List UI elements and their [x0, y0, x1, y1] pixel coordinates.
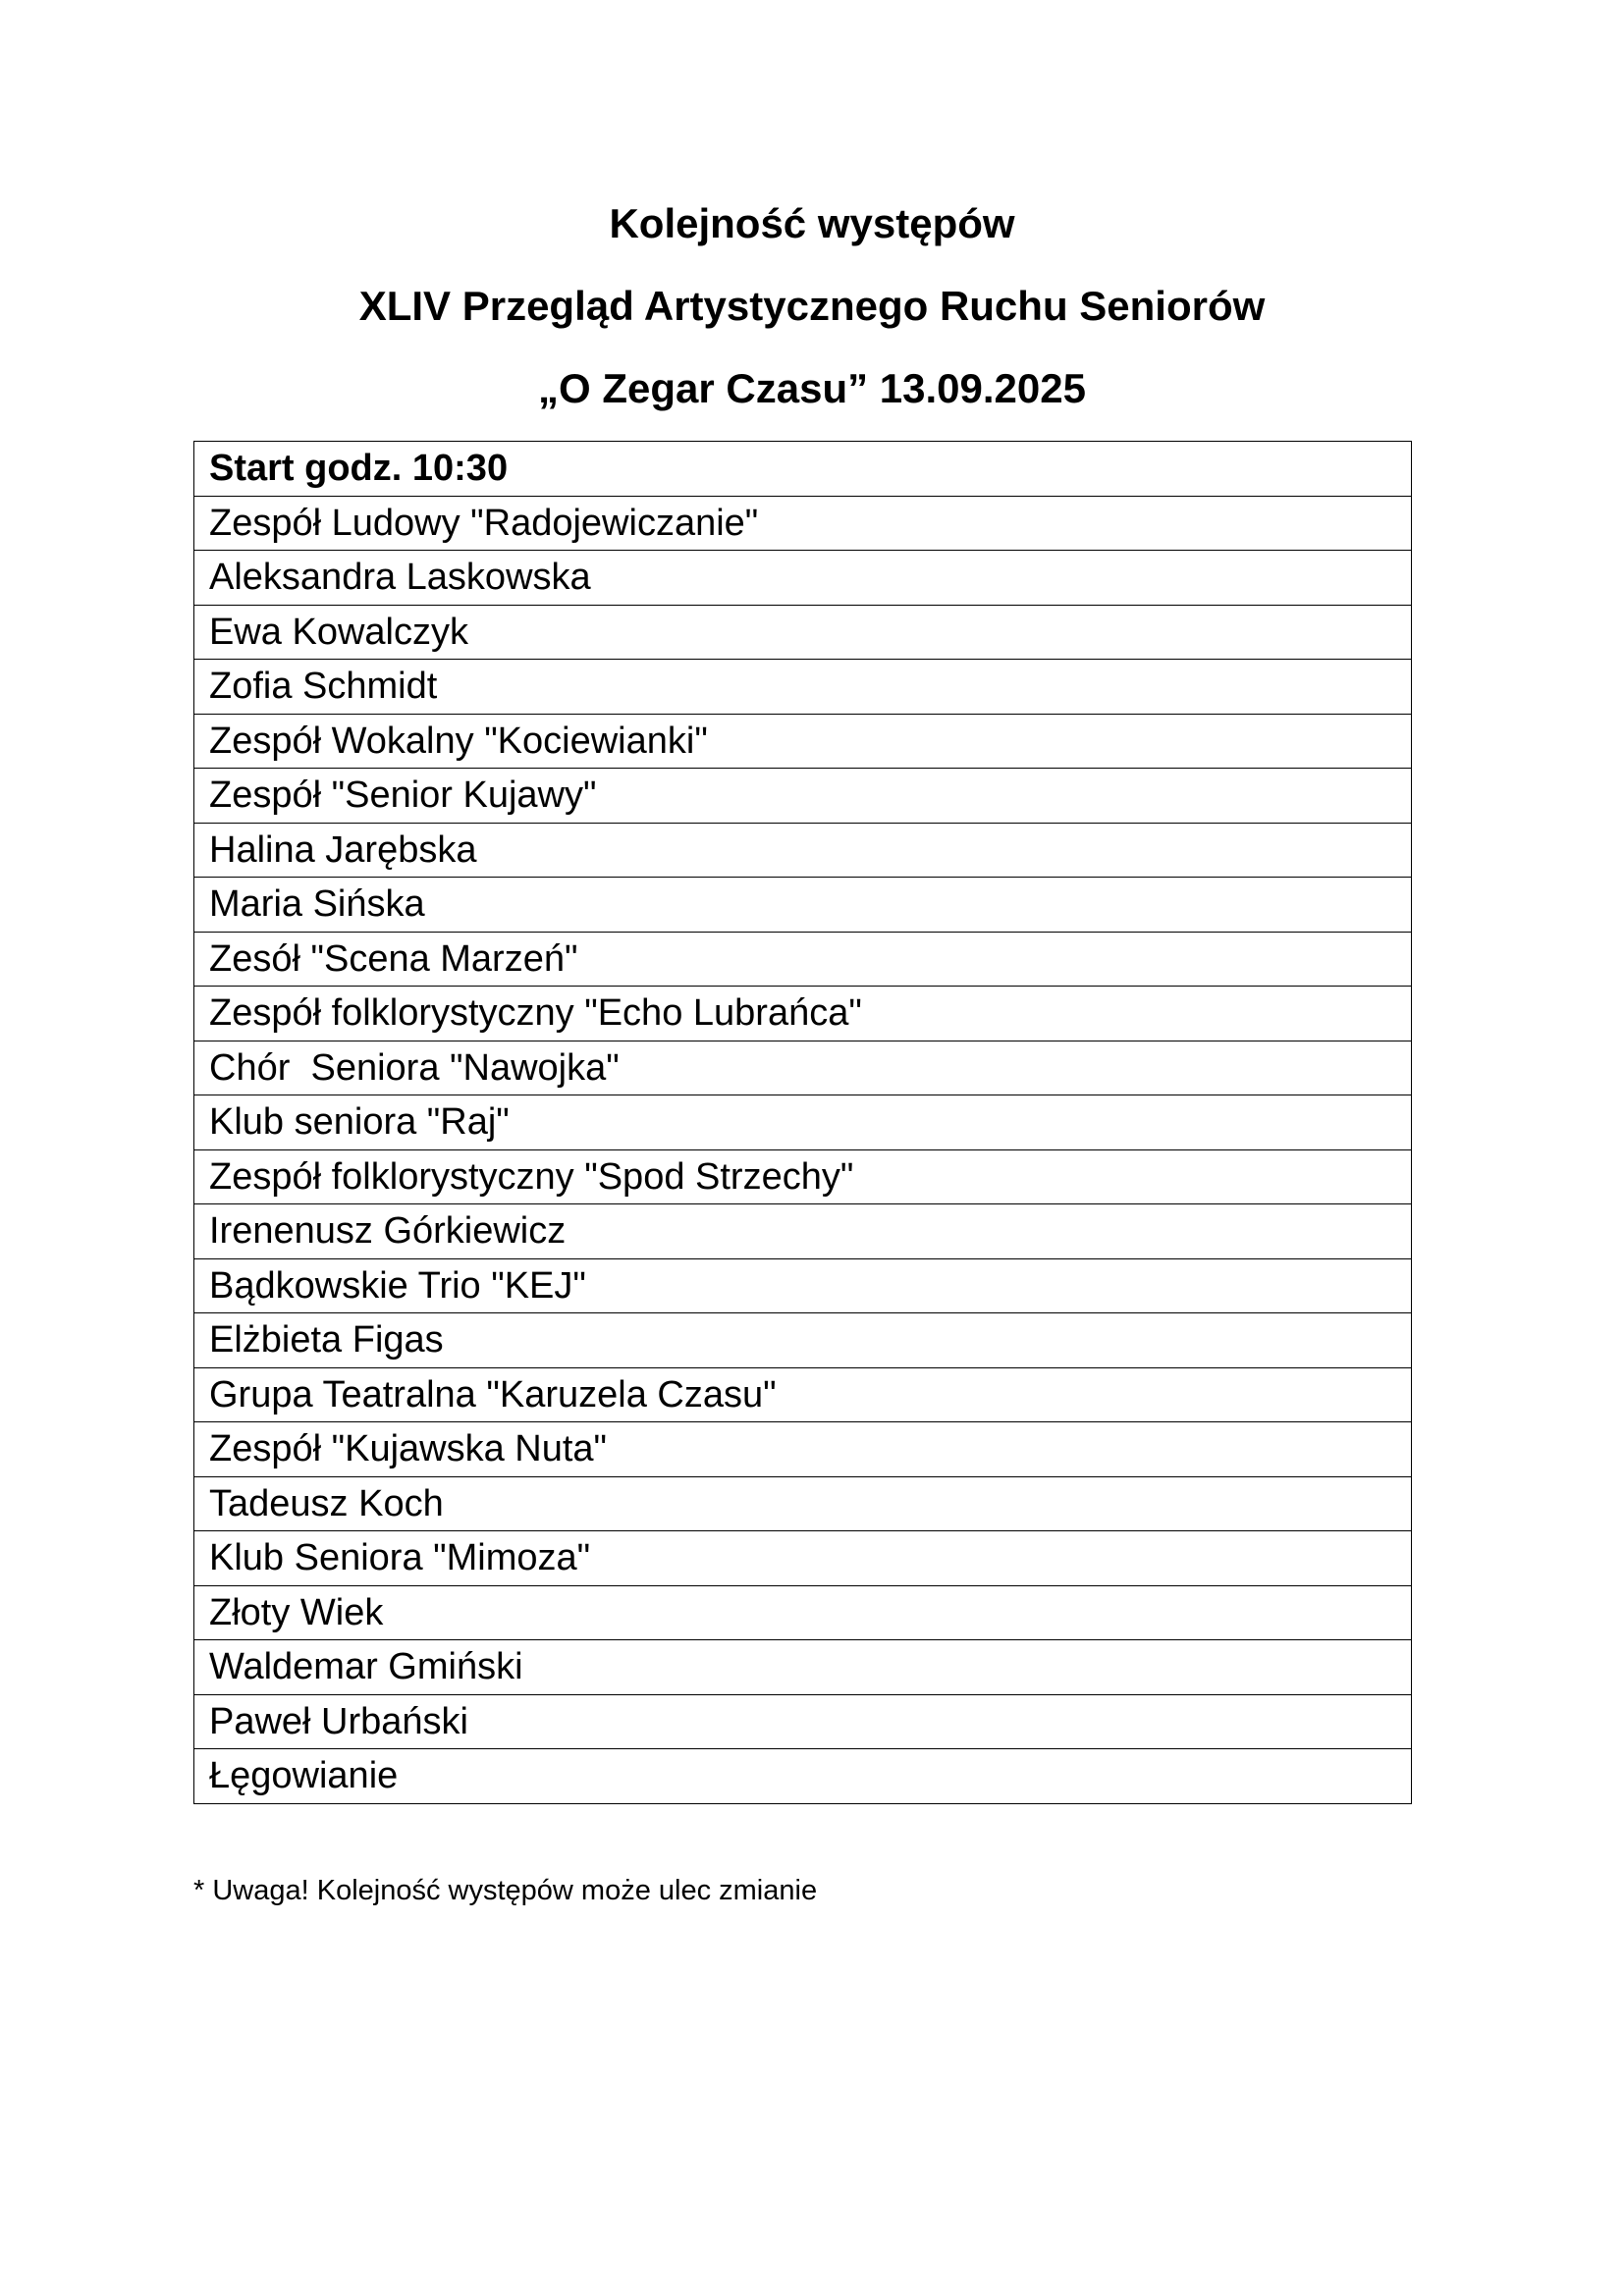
- table-row: [194, 823, 1412, 878]
- table-row: [194, 442, 1412, 497]
- table-row: [194, 1204, 1412, 1259]
- performer: Ewa Kowalczyk: [194, 605, 1412, 660]
- table-row: [194, 1585, 1412, 1640]
- table-row: [194, 1749, 1412, 1804]
- performer: Zespół folklorystyczny "Spod Strzechy": [194, 1149, 1412, 1204]
- performer: Zesół "Scena Marzeń": [194, 932, 1412, 987]
- performer: Tadeusz Koch: [194, 1476, 1412, 1531]
- table-row: [194, 605, 1412, 660]
- table-row: [194, 1313, 1412, 1368]
- table-row: [194, 932, 1412, 987]
- table-row: [194, 1476, 1412, 1531]
- title-order: Kolejność występów: [609, 200, 1015, 246]
- performer: Zespół "Senior Kujawy": [194, 769, 1412, 824]
- table-row: [194, 1041, 1412, 1095]
- table-row: [194, 1640, 1412, 1695]
- performer: Elżbieta Figas: [194, 1313, 1412, 1368]
- performer: Klub Seniora "Mimoza": [194, 1531, 1412, 1586]
- performer: Klub seniora "Raj": [194, 1095, 1412, 1150]
- performer: Aleksandra Laskowska: [194, 551, 1412, 606]
- performer: Grupa Teatralna "Karuzela Czasu": [194, 1367, 1412, 1422]
- table-row: [194, 1095, 1412, 1150]
- performer: Waldemar Gmiński: [194, 1640, 1412, 1695]
- table-row: [194, 714, 1412, 769]
- performer: Złoty Wiek: [194, 1585, 1412, 1640]
- table-row: [194, 660, 1412, 715]
- performer: Halina Jarębska: [194, 823, 1412, 878]
- start-time: Start godz. 10:30: [194, 442, 1412, 497]
- performer: Irenenusz Górkiewicz: [194, 1204, 1412, 1259]
- performer: Zespół "Kujawska Nuta": [194, 1422, 1412, 1477]
- footnote: * Uwaga! Kolejność występów może ulec zmianie: [193, 1875, 818, 1906]
- table-row: [194, 551, 1412, 606]
- table-row: [194, 1422, 1412, 1477]
- title-event: XLIV Przegląd Artystycznego Ruchu Seniorów: [358, 283, 1266, 329]
- performer: Zofia Schmidt: [194, 660, 1412, 715]
- table-row: [194, 1367, 1412, 1422]
- table-row: [194, 1149, 1412, 1204]
- performer: Zespół folklorystyczny "Echo Lubrańca": [194, 987, 1412, 1041]
- title-date: „O Zegar Czasu” 13.09.2025: [538, 365, 1086, 411]
- table-row: [194, 1531, 1412, 1586]
- performer: Maria Sińska: [194, 878, 1412, 933]
- table-row: [194, 496, 1412, 551]
- table-row: [194, 878, 1412, 933]
- performer: Łęgowianie: [194, 1749, 1412, 1804]
- performer: Zespół Ludowy "Radojewiczanie": [194, 496, 1412, 551]
- performer: Bądkowskie Trio "KEJ": [194, 1258, 1412, 1313]
- table-row: [194, 1694, 1412, 1749]
- schedule-table: [193, 441, 1412, 1804]
- table-row: [194, 1258, 1412, 1313]
- performer: Zespół Wokalny "Kociewianki": [194, 714, 1412, 769]
- performer: Chór Seniora "Nawojka": [194, 1041, 1412, 1095]
- performer: Paweł Urbański: [194, 1694, 1412, 1749]
- table-row: [194, 987, 1412, 1041]
- table-row: [194, 769, 1412, 824]
